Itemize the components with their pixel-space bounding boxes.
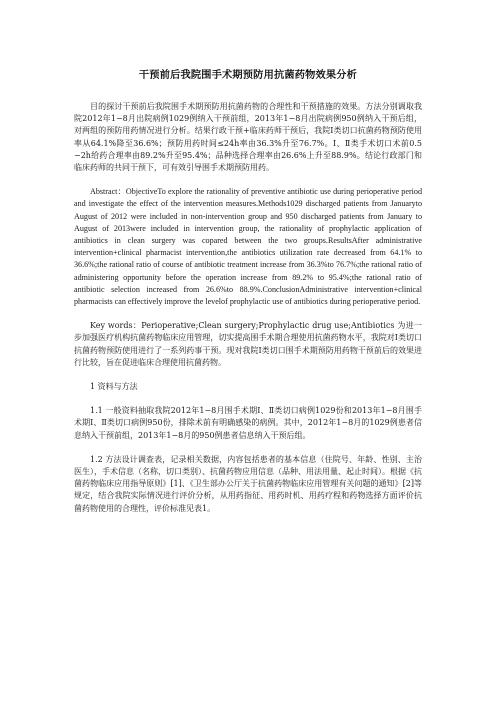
subsection-1-1: 1.1 一般资料抽取我院2012年1−8月围手术期Ⅰ、Ⅱ类切口病例1029份和2013年1−8月围手术期Ⅰ、Ⅱ类切口病例950份，排除术前有明确感染的病例。其中，2012年1−8月的1029例患者信息纳入干预前组，2013年1−8月的950例患者信息纳入干预后组。 bbox=[74, 406, 422, 440]
section-heading: 1 资料与方法 bbox=[90, 382, 138, 392]
subsection-1-2: 1.2 方法设计调查表，记录相关数据，内容包括患者的基本信息（住院号、年龄、性别、主治医生），手术信息（名称，切口类别）、抗菌药物应用信息（品种、用法用量、起止时间）。根据《抗菌药物临床应用指导原则》[1]、《卫生部办公厅关于抗菌药物临床应用管理有关问题的通知》[2]等规定，结合我院实际情况进行评价分析，从用药指征、用药时机、用药疗程和药物选择方面评价抗菌药物使用的合理性，评价标准见表1。 bbox=[74, 454, 422, 513]
paper-title: 干预前后我院围手术期预防用抗菌药物效果分析 bbox=[138, 70, 358, 81]
keywords-and-introduction: Key words：Perioperative;Clean surgery;Prophylactic drug use;Antibiotics 为进一步加强医疗机构抗菌药物临床应用管理，切实提高围手术期合理使用抗菌药物水平，我院对Ⅰ类切口抗菌药物预防使用进行了一系列药事干预。现对我院Ⅰ类切口围手术期预防用药物干预前后的效果进行比较，旨在促进临床合理使用抗菌药物。 bbox=[74, 321, 422, 367]
english-abstract: Abstract：ObjectiveTo explore the rationality of preventive antibiotic use during perioperative period and investigate the effect of the intervention measures.Methods1029 discharged patients from Januaryto August of 2012 were included in non-intervention group and 950 discharged patients from January to August of 2013were included in intervention group, the rationality of prophylactic application of antibiotics in clean surgery was copared between the two groups.ResultsAfter administrative intervention+clinical pharmacist intervention,the antibiotics utilization rate decreased from 64.1% to 36.6%;the rational ratio of course of antibiotic treatment increase from 36.3%to 76.7%;the rational ratio of administering opportunity before the operation increase from 89.2% to 95.4%;the rational ratio of antibiotic selection increased from 26.6%to 88.9%.ConclusionAdministrative intervention+clinical pharmacists can effectively improve the levelof prophylactic use of antibiotics during perioperative period. bbox=[74, 187, 422, 307]
chinese-abstract: 目的探讨干预前后我院围手术期预防用抗菌药物的合理性和干预措施的效果。方法分别调取我院2012年1−8月出院病例1029例纳入干预前组，2013年1−8月出院病例950例纳入干预后组，对两组的预防用药情况进行分析。结果行政干预+临床药师干预后，我院Ⅰ类切口抗菌药物预防使用率从64.1%降至36.6%；预防用药时间≤24h率由36.3%升至76.7%。Ⅰ、Ⅱ类手术切口术前0.5−2h给药合理率由89.2%升至95.4%；品种选择合理率由26.6%上升至88.9%。结论行政部门和临床药师的共同干预下，可有效引导围手术期预防用药。 bbox=[74, 102, 422, 173]
document-page bbox=[74, 0, 422, 515]
